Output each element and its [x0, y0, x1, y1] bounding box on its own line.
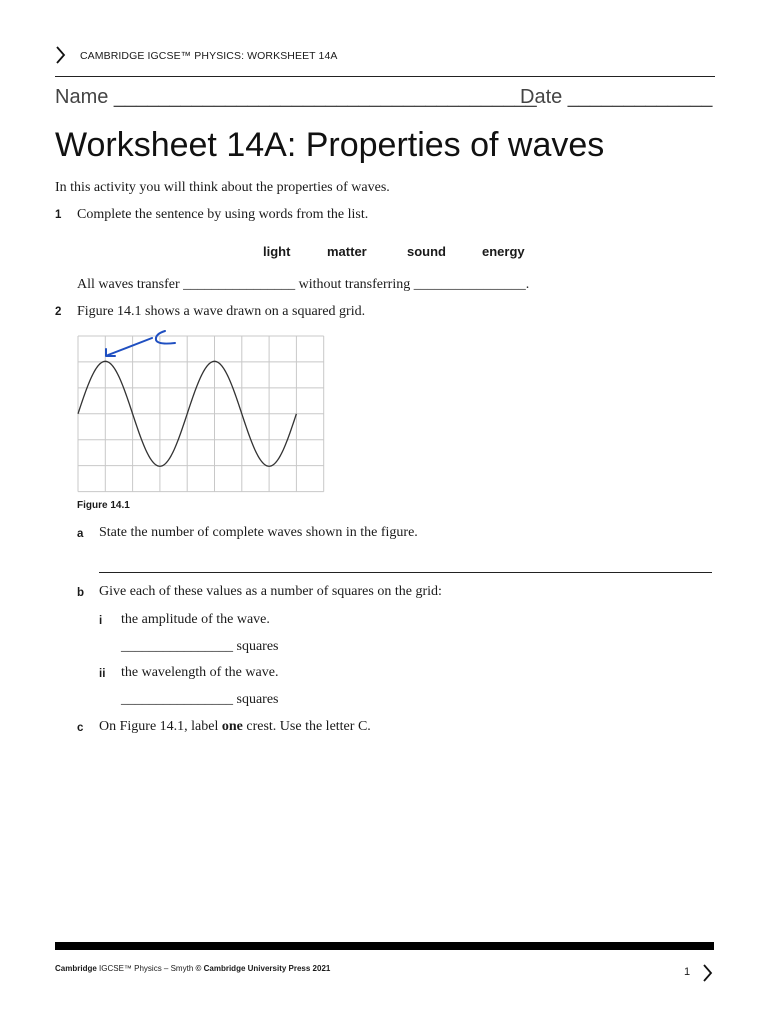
- part-c-text: [99, 719, 371, 735]
- part-a-text: State the number of complete waves shown in the figure.: [99, 525, 418, 540]
- footer-credit: [55, 964, 330, 973]
- question-2-text: Figure 14.1 shows a wave drawn on a squared grid.: [77, 304, 366, 319]
- part-b-i-text: the amplitude of the wave.: [121, 612, 270, 627]
- date-field[interactable]: Date _____________: [520, 86, 713, 108]
- question-1-text: Complete the sentence by using words from the list.: [77, 207, 369, 222]
- page-title: Worksheet 14A: Properties of waves: [55, 126, 605, 164]
- crest-arrow-annotation: [108, 338, 152, 355]
- part-b-i-label: i: [99, 615, 103, 627]
- page-number: 1: [684, 966, 691, 978]
- handwritten-c-annotation: [156, 331, 175, 344]
- part-c-text-start: On Figure 14.1, label: [99, 719, 222, 734]
- word-bank-item: sound: [407, 244, 446, 259]
- part-b-ii-text: the wavelength of the wave.: [121, 665, 279, 680]
- intro-text: In this activity you will think about the properties of waves.: [55, 180, 390, 195]
- footer-book: IGCSE™ Physics – Smyth: [96, 964, 196, 973]
- question-2-number: 2: [55, 306, 62, 318]
- question-1-number: 1: [55, 209, 62, 221]
- footer-bar: [55, 942, 714, 950]
- name-field[interactable]: Name ______________________________________: [55, 86, 537, 108]
- series-header: CAMBRIDGE IGCSE™ PHYSICS: WORKSHEET 14A: [80, 50, 338, 62]
- header-rule: [55, 76, 715, 77]
- part-b-ii-label: ii: [99, 668, 106, 680]
- part-c-text-bold: one: [221, 719, 243, 734]
- question-1-sentence[interactable]: All waves transfer ________________ without transferring ________________.: [77, 277, 530, 292]
- part-b-label: b: [77, 587, 85, 599]
- part-c-label: c: [77, 722, 84, 734]
- word-bank-item: light: [263, 244, 291, 259]
- part-b-i-answer[interactable]: ________________ squares: [121, 639, 279, 654]
- word-bank-item: matter: [327, 244, 367, 259]
- part-a-answer-line[interactable]: [99, 572, 712, 573]
- footer-copyright: © Cambridge University Press 2021: [195, 964, 331, 973]
- chevron-right-icon: [702, 963, 714, 983]
- wave-figure[interactable]: [70, 325, 340, 497]
- squared-grid: [78, 336, 324, 492]
- part-a-label: a: [77, 528, 84, 540]
- footer-brand: Cambridge: [55, 964, 97, 973]
- chevron-right-icon: [55, 45, 67, 65]
- part-b-ii-answer[interactable]: ________________ squares: [121, 692, 279, 707]
- part-b-text: Give each of these values as a number of squares on the grid:: [99, 584, 442, 599]
- figure-caption: Figure 14.1: [77, 500, 130, 511]
- part-c-text-end: crest. Use the letter C.: [242, 719, 371, 734]
- word-bank-item: energy: [482, 244, 525, 259]
